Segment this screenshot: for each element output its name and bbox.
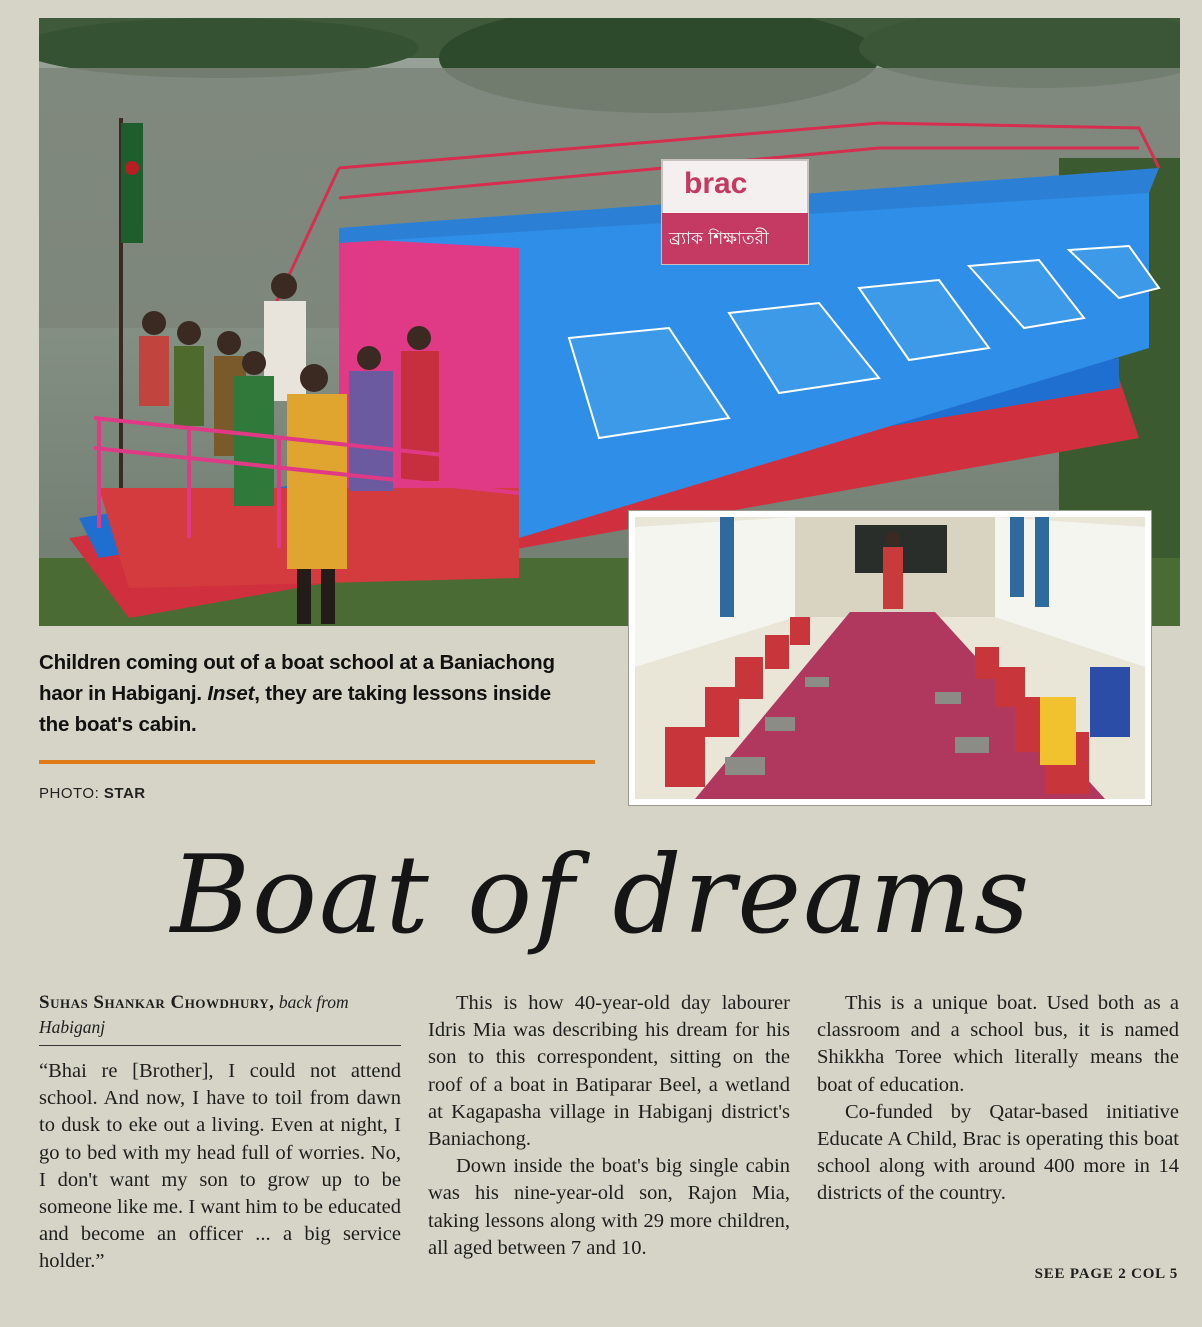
article-paragraph-3: Down inside the boat's big single cabin was his nine-year-old son, Rajon Mia, taking lessons along with 29 more children, all aged between 7 and 10.: [428, 1155, 790, 1259]
caption-line-3: the boat's cabin.: [39, 713, 197, 736]
byline: [39, 990, 401, 1039]
caption-line-2: [39, 678, 604, 709]
article-column-1: [39, 990, 401, 1276]
caption-divider: [39, 760, 595, 764]
sign-brand-text: brac: [684, 167, 748, 200]
photo-caption: [39, 647, 604, 740]
photo-credit-source: STAR: [103, 785, 146, 802]
caption-line-1: Children coming out of a boat school at a Baniachong: [39, 651, 555, 674]
caption-line-2-suffix: , they are taking lessons inside: [254, 682, 551, 705]
article-column-3: [817, 990, 1179, 1208]
article-paragraph-2: This is how 40-year-old day labourer Idris Mia was describing his dream for his son to this correspondent, sitting on the roof of a boat in Batiparar Beel, a wetland at Kagapasha village in Habiganj district's Baniachong.: [428, 992, 790, 1151]
article-paragraph-1: “Bhai re [Brother], I could not attend school. And now, I have to toil from dawn to dusk to eke out a living. Even at night, I go to bed with my head full of worries. No, I don't want my son to grow up to be someone like me. I want him to be educated and become an officer ... a big service holder.”: [39, 1060, 401, 1273]
photo-credit-label: PHOTO:: [39, 785, 104, 802]
article-column-2: [428, 990, 790, 1262]
sign-bengali-text: ব্র্যাক শিক্ষাতরী: [669, 229, 769, 249]
classroom-image: [635, 517, 1145, 799]
photo-credit: [39, 785, 146, 802]
byline-divider: [39, 1045, 401, 1046]
continued-jump-link[interactable]: SEE PAGE 2 COL 5: [1034, 1266, 1178, 1282]
article-paragraph-5: Co-funded by Qatar-based initiative Educate A Child, Brac is operating this boat school along with around 400 more in 14 districts of the country.: [817, 1100, 1179, 1205]
caption-line-2-prefix: haor in Habiganj.: [39, 682, 208, 705]
article-paragraph-4: This is a unique boat. Used both as a classroom and a school bus, it is named Shikkha Toree which literally means the boat of education.: [817, 992, 1179, 1096]
byline-author: Suhas Shankar Chowdhury,: [39, 992, 275, 1013]
caption-inset-word: Inset: [207, 682, 255, 705]
headline: Boat of dreams: [170, 833, 1032, 958]
inset-photo: [629, 511, 1151, 805]
byline-dateline: back from Habiganj: [39, 992, 349, 1037]
